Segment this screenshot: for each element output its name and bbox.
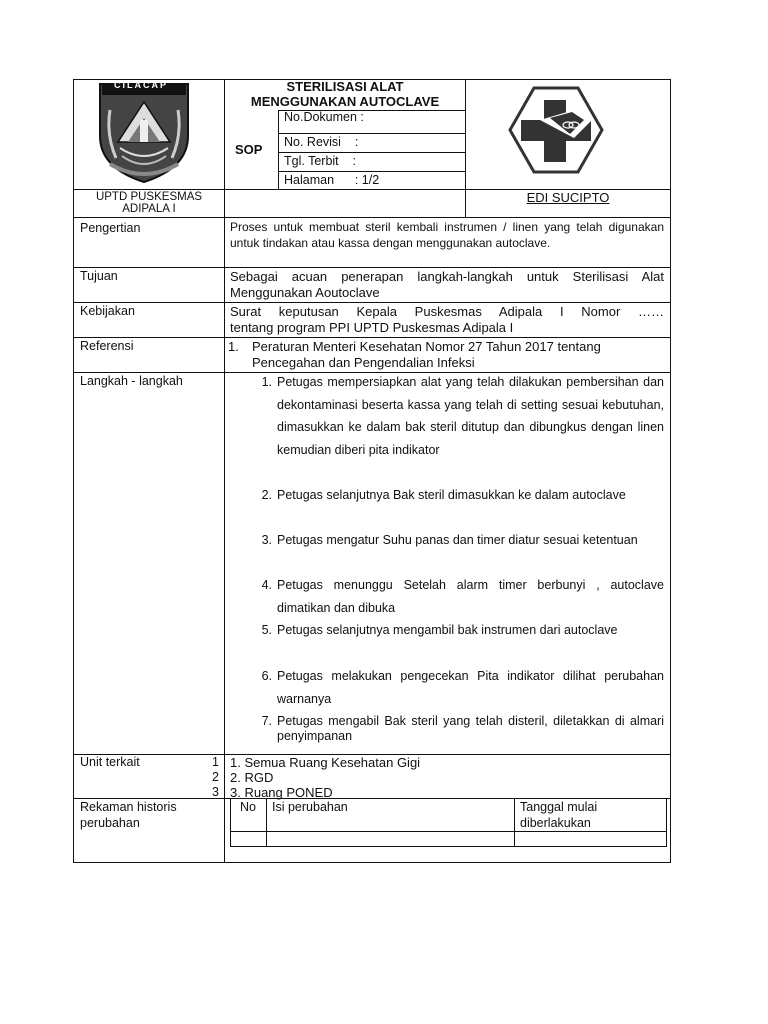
pengertian-label: Pengertian: [80, 221, 141, 235]
kebijakan-label: Kebijakan: [80, 304, 135, 318]
unit-item-3: 3. Ruang PONED: [230, 785, 333, 800]
col-header-tanggal-line2: diberlakukan: [520, 816, 591, 830]
no-dokumen: No.Dokumen :: [284, 110, 364, 124]
unit-item-1: 1. Semua Ruang Kesehatan Gigi: [230, 755, 421, 770]
referensi-label: Referensi: [80, 339, 134, 353]
step-num: 5.: [261, 623, 272, 637]
referensi-num: 1.: [228, 339, 239, 354]
puskesmas-logo-icon: [504, 80, 608, 186]
no-revisi: No. Revisi :: [284, 135, 359, 149]
sop-label: SOP: [235, 142, 263, 157]
kebijakan-line2: tentang program PPI UPTD Puskesmas Adipala I: [230, 320, 514, 335]
step-num: 3.: [261, 533, 272, 547]
tujuan-label: Tujuan: [80, 269, 118, 283]
cilacap-logo-icon: [96, 80, 192, 186]
langkah-label: Langkah - langkah: [80, 374, 183, 388]
step-text: Petugas melakukan pengecekan Pita indikator dilihat perubahan warnanya: [277, 669, 664, 706]
halaman: Halaman : 1/2: [284, 173, 380, 187]
unit-num-3: 3: [212, 785, 219, 799]
tujuan-text: Sebagai acuan penerapan langkah-langkah untuk Sterilisasi Alat Menggunakan Aoutoclave: [230, 269, 664, 300]
step-num: 6.: [261, 669, 272, 683]
sop-title-line2: MENGGUNAKAN AUTOCLAVE: [250, 94, 440, 109]
tgl-terbit: Tgl. Terbit :: [284, 154, 357, 168]
org-line1: UPTD PUSKESMAS: [95, 191, 203, 203]
step-text: Petugas menunggu Setelah alarm timer berbunyi , autoclave dimatikan dan dibuka: [277, 578, 664, 615]
referensi-line2: Pencegahan dan Pengendalian Infeksi: [252, 355, 475, 370]
pengertian-text: Proses untuk membuat steril kembali instrumen / linen yang telah digunakan untuk tindakan atau kassa dengan menggunakan autoclave.: [230, 220, 664, 250]
sop-title-line1: STERILISASI ALAT: [286, 79, 404, 94]
col-header-no: No: [240, 800, 256, 814]
logo-text: CILACAP: [114, 80, 168, 90]
kebijakan-line1: Surat keputusan Kepala Puskesmas Adipala I Nomor ……: [230, 304, 664, 319]
unit-num-1: 1: [212, 755, 219, 769]
step-num: 2.: [261, 488, 272, 502]
step-text: Petugas mengatur Suhu panas dan timer diatur sesuai ketentuan: [277, 533, 638, 547]
referensi-line1: Peraturan Menteri Kesehatan Nomor 27 Tahun 2017 tentang: [252, 339, 601, 354]
col-header-isi: Isi perubahan: [272, 800, 348, 814]
unit-num-2: 2: [212, 770, 219, 784]
rekaman-label-line1: Rekaman historis: [80, 800, 177, 814]
step-text: Petugas mempersiapkan alat yang telah dilakukan pembersihan dan dekontaminasi beserta kassa yang telah di setting sesuai kebutuhan, dimasukkan ke dalam bak steril ditutup dan dibungkus dengan linen kemudian diberi pita indikator: [277, 375, 664, 458]
unit-label: Unit terkait: [80, 755, 140, 769]
step-num: 7.: [261, 714, 272, 728]
org-line2: ADIPALA I: [122, 203, 176, 215]
step-text: Petugas selanjutnya Bak steril dimasukkan ke dalam autoclave: [277, 488, 626, 502]
step-num: 4.: [261, 578, 272, 592]
col-header-tanggal-line1: Tanggal mulai: [520, 800, 598, 814]
rekaman-label-line2: perubahan: [80, 816, 140, 830]
signatory-name: EDI SUCIPTO: [526, 190, 610, 205]
unit-item-2: 2. RGD: [230, 770, 274, 785]
step-text: Petugas selanjutnya mengambil bak instrumen dari autoclave: [277, 623, 618, 637]
step-text: Petugas mengabil Bak steril yang telah disteril, diletakkan di almari penyimpanan: [277, 714, 664, 743]
step-num: 1.: [261, 375, 272, 389]
